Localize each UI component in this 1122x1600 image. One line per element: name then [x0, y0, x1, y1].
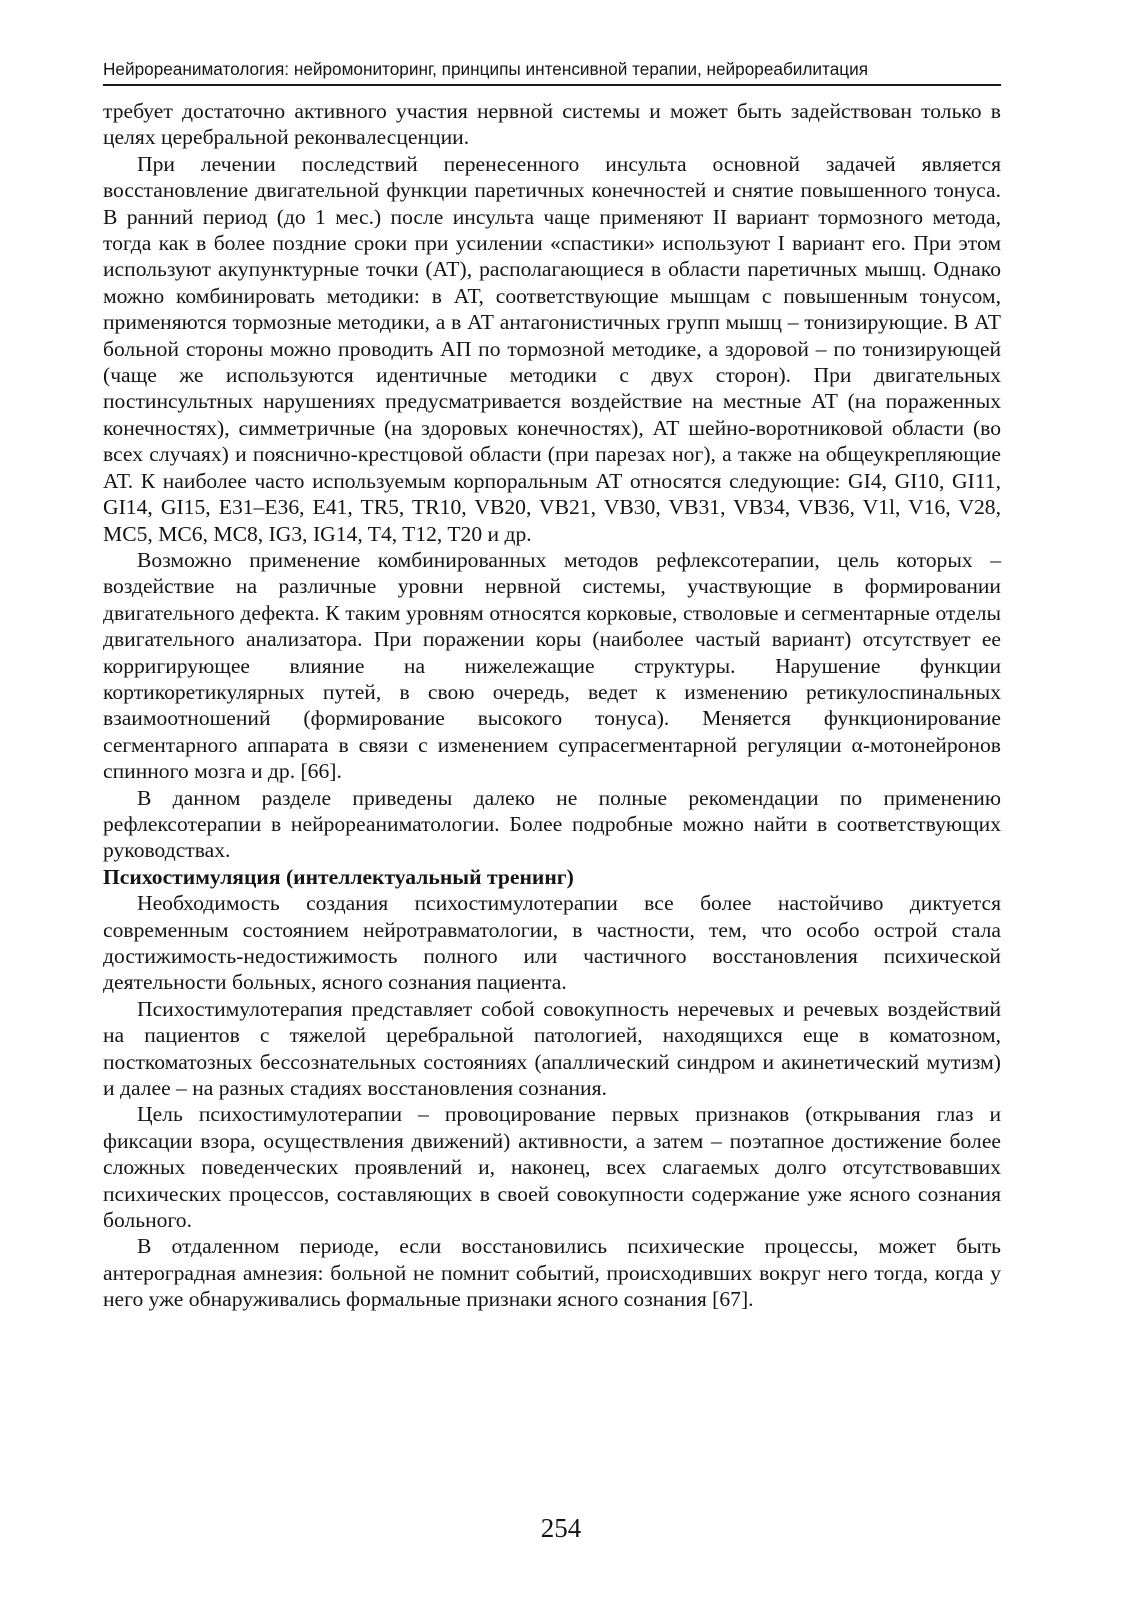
running-header: Нейрореаниматология: нейромониторинг, принципы интенсивной терапии, нейрореабилитация — [103, 59, 869, 79]
paragraph-combined-methods: Возможно применение комбинированных методов рефлексотерапии, цель которых – воздействие на различные уровни нервной системы, участвующие в формировании двигательного дефекта. К таким уровням относятся корковые, стволовые и сегментарные отделы двигательного анализатора. При поражении коры (наиболее частый вариант) отсутствует ее корригирующее влияние на нижележащие структуры. Нарушение функции кортикоретикулярных путей, в свою очередь, ведет к изменению ретикулоспинальных взаимоотношений (формирование высокого тонуса). Меняется функционирование сегментарного аппарата в связи с изменением супрасегментарной регуляции α-мотонейронов спинного мозга и др. [66]. — [103, 547, 1001, 784]
paragraph-necessity: Необходимость создания психостимулотерапии все более настойчиво диктуется современным состоянием нейротравматологии, в частности, тем, что особо острой стала достижимость-недостижимость полного или частичного восстановления психической деятельности больных, ясного сознания пациента. — [103, 891, 1001, 995]
paragraph-definition: Психостимулотерапия представляет собой совокупность неречевых и речевых воздействий на пациентов с тяжелой церебральной патологией, находящихся еще в коматозном, посткоматозных бессознательных состояниях (апаллический синдром и акинетический мутизм) и далее – на разных стадиях восстановления сознания. — [103, 996, 1001, 1101]
page-number: 254 — [540, 1513, 582, 1543]
paragraph-goal: Цель психостимулотерапии – провоцирование первых признаков (открывания глаз и фиксации взора, осуществления движений) активности, а затем – поэтапное достижение более сложных поведенческих проявлений и, наконец, всех слагаемых долго отсутствовавших психических процессов, составляющих в своей совокупности содержание уже ясного сознания больного. — [103, 1102, 1001, 1233]
section-heading: Психостимуляция (интеллектуальный тренинг) — [103, 864, 574, 889]
main-text — [103, 98, 1001, 1313]
paragraph-continuation: требует достаточно активного участия нервной системы и может быть задействован только в целях церебральной реконвалесценции. — [103, 99, 1001, 150]
paragraph-stroke-treatment: При лечении последствий перенесенного инсульта основной задачей является восстановление двигательной функции паретичных конечностей и снятие повышенного тонуса. В ранний период (до 1 мес.) после инсульта чаще применяют II вариант тормозного метода, тогда как в более поздние сроки при усилении «спастики» используют I вариант его. При этом используют акупунктурные точки (АТ), располагающиеся в области паретичных мышц. Однако можно комбинировать методики: в АТ, соответствующие мышцам с повышенным тонусом, применяются тормозные методики, а в АТ антагонистичных групп мышц – тонизирующие. В АТ больной стороны можно проводить АП по тормозной методике, а здоровой – по тонизирующей (чаще же используются идентичные методики с двух сторон). При двигательных постинсультных нарушениях предусматривается воздействие на местные АТ (на пораженных конечностях), симметричные (на здоровых конечностях), АТ шейно-воротниковой области (во всех случаях) и пояснично-крестцовой области (при парезах ног), а также на общеукрепляющие АТ. К наиболее часто используемым корпоральным АТ относятся следующие: GI4, GI10, GI11, GI14, GI15, E31–E36, E41, TR5, TR10, VB20, VB21, VB30, VB31, VB34, VB36, V1l, V16, V28, MC5, MC6, MC8, IG3, IG14, T4, T12, T20 и др. — [103, 151, 1001, 546]
paragraph-remote-period: В отдаленном периоде, если восстановились психические процессы, может быть антероградная амнезия: больной не помнит событий, происходивших вокруг него тогда, когда у него уже обнаруживались формальные признаки ясного сознания [67]. — [103, 1234, 1001, 1312]
paragraph-section-note: В данном разделе приведены далеко не полные рекомендации по применению рефлексотерапии в нейрореаниматологии. Более подробные можно найти в соответствующих руководствах. — [103, 785, 1001, 863]
header-rule — [103, 84, 1001, 86]
